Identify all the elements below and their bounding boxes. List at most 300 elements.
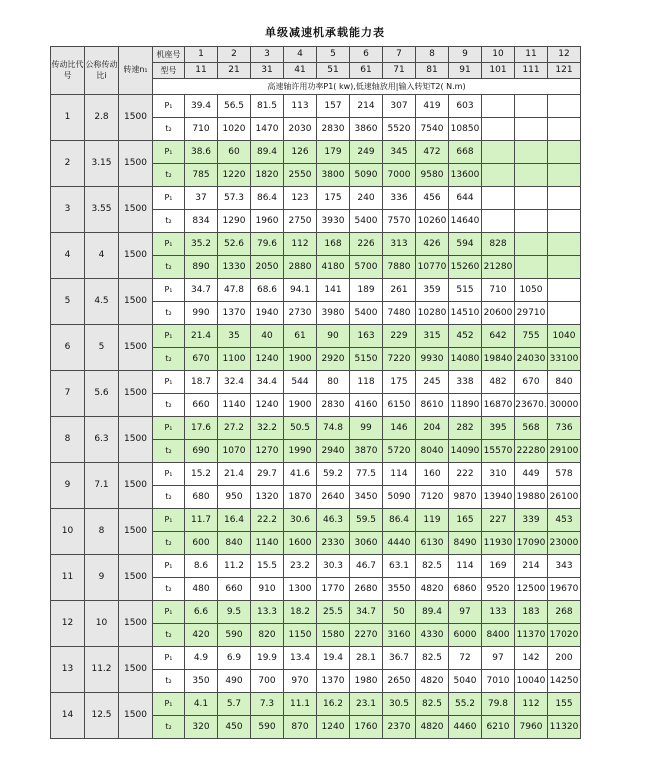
torque-value-cell: 5150 bbox=[350, 348, 383, 371]
ratio-code-cell: 6 bbox=[51, 325, 85, 371]
power-value-cell: 155 bbox=[548, 693, 581, 716]
frame-number: 7 bbox=[383, 47, 416, 63]
power-value-cell bbox=[482, 141, 515, 164]
torque-value-cell: 9930 bbox=[416, 348, 449, 371]
power-value-cell: 245 bbox=[416, 371, 449, 394]
power-symbol: P₁ bbox=[153, 187, 185, 210]
torque-value-cell: 24030 bbox=[515, 348, 548, 371]
torque-value-cell: 10040 bbox=[515, 670, 548, 693]
torque-value-cell: 700 bbox=[251, 670, 284, 693]
page-title: 单级减速机承载能力表 bbox=[265, 26, 385, 39]
torque-value-cell: 2030 bbox=[284, 118, 317, 141]
table-row bbox=[51, 233, 581, 256]
torque-value-cell bbox=[548, 302, 581, 325]
torque-value-cell: 10280 bbox=[416, 302, 449, 325]
ratio-code-cell: 3 bbox=[51, 187, 85, 233]
torque-value-cell: 23670. bbox=[515, 394, 548, 417]
header-frame-label: 机座号 bbox=[153, 47, 185, 63]
speed-cell: 1500 bbox=[119, 187, 153, 233]
torque-symbol: t₂ bbox=[153, 716, 185, 739]
torque-value-cell: 970 bbox=[284, 670, 317, 693]
torque-value-cell: 7220 bbox=[383, 348, 416, 371]
torque-value-cell: 4330 bbox=[416, 624, 449, 647]
power-value-cell: 8.6 bbox=[185, 555, 218, 578]
power-symbol: P₁ bbox=[153, 95, 185, 118]
torque-value-cell: 2940 bbox=[317, 440, 350, 463]
torque-value-cell: 1870 bbox=[284, 486, 317, 509]
torque-value-cell: 4820 bbox=[416, 578, 449, 601]
power-value-cell: 249 bbox=[350, 141, 383, 164]
speed-cell: 1500 bbox=[119, 647, 153, 693]
torque-value-cell: 1990 bbox=[284, 440, 317, 463]
torque-value-cell bbox=[515, 256, 548, 279]
torque-value-cell: 5720 bbox=[383, 440, 416, 463]
power-value-cell: 11.7 bbox=[185, 509, 218, 532]
torque-value-cell: 3060 bbox=[350, 532, 383, 555]
table-row bbox=[51, 141, 581, 164]
power-value-cell: 200 bbox=[548, 647, 581, 670]
torque-value-cell: 1600 bbox=[284, 532, 317, 555]
torque-value-cell: 1220 bbox=[218, 164, 251, 187]
power-value-cell: 603 bbox=[449, 95, 482, 118]
table-row bbox=[51, 601, 581, 624]
torque-value-cell: 2650 bbox=[383, 670, 416, 693]
power-value-cell: 183 bbox=[515, 601, 548, 624]
power-symbol: P₁ bbox=[153, 417, 185, 440]
model-number: 111 bbox=[515, 63, 548, 79]
power-value-cell: 112 bbox=[515, 693, 548, 716]
power-value-cell: 32.2 bbox=[251, 417, 284, 440]
power-value-cell: 338 bbox=[449, 371, 482, 394]
torque-value-cell: 11930 bbox=[482, 532, 515, 555]
table-row bbox=[51, 95, 581, 118]
torque-value-cell: 4160 bbox=[350, 394, 383, 417]
torque-value-cell: 5040 bbox=[449, 670, 482, 693]
torque-value-cell: 670 bbox=[185, 348, 218, 371]
power-value-cell: 168 bbox=[317, 233, 350, 256]
torque-value-cell: 7120 bbox=[416, 486, 449, 509]
torque-value-cell: 8400 bbox=[482, 624, 515, 647]
ratio-code-cell: 7 bbox=[51, 371, 85, 417]
power-value-cell: 114 bbox=[383, 463, 416, 486]
torque-value-cell: 1980 bbox=[350, 670, 383, 693]
power-value-cell: 47.8 bbox=[218, 279, 251, 302]
power-value-cell: 146 bbox=[383, 417, 416, 440]
table-row bbox=[51, 647, 581, 670]
torque-value-cell: 590 bbox=[251, 716, 284, 739]
torque-value-cell: 21280 bbox=[482, 256, 515, 279]
torque-value-cell: 4440 bbox=[383, 532, 416, 555]
torque-value-cell: 10770 bbox=[416, 256, 449, 279]
torque-value-cell bbox=[482, 118, 515, 141]
power-value-cell: 114 bbox=[449, 555, 482, 578]
power-value-cell: 25.5 bbox=[317, 601, 350, 624]
power-value-cell: 81.5 bbox=[251, 95, 284, 118]
torque-value-cell: 1900 bbox=[284, 348, 317, 371]
power-symbol: P₁ bbox=[153, 693, 185, 716]
table-row bbox=[51, 279, 581, 302]
power-value-cell: 27.2 bbox=[218, 417, 251, 440]
power-value-cell: 456 bbox=[416, 187, 449, 210]
torque-value-cell: 1370 bbox=[317, 670, 350, 693]
frame-number: 2 bbox=[218, 47, 251, 63]
model-number: 91 bbox=[449, 63, 482, 79]
frame-number: 9 bbox=[449, 47, 482, 63]
torque-value-cell bbox=[515, 210, 548, 233]
power-value-cell: 18.7 bbox=[185, 371, 218, 394]
torque-value-cell: 1370 bbox=[218, 302, 251, 325]
speed-cell: 1500 bbox=[119, 141, 153, 187]
torque-value-cell: 4820 bbox=[416, 716, 449, 739]
power-value-cell: 77.5 bbox=[350, 463, 383, 486]
torque-value-cell: 7880 bbox=[383, 256, 416, 279]
torque-value-cell: 23000 bbox=[548, 532, 581, 555]
torque-symbol: t₂ bbox=[153, 118, 185, 141]
power-value-cell: 37 bbox=[185, 187, 218, 210]
header-speed: 转速n₁ bbox=[119, 47, 153, 95]
power-value-cell: 169 bbox=[482, 555, 515, 578]
torque-value-cell: 2550 bbox=[284, 164, 317, 187]
torque-value-cell: 820 bbox=[251, 624, 284, 647]
torque-value-cell: 9870 bbox=[449, 486, 482, 509]
torque-value-cell: 3980 bbox=[317, 302, 350, 325]
torque-value-cell: 690 bbox=[185, 440, 218, 463]
torque-value-cell: 1290 bbox=[218, 210, 251, 233]
torque-value-cell: 16870 bbox=[482, 394, 515, 417]
power-value-cell: 343 bbox=[548, 555, 581, 578]
power-value-cell: 61 bbox=[284, 325, 317, 348]
power-symbol: P₁ bbox=[153, 647, 185, 670]
torque-value-cell: 15570 bbox=[482, 440, 515, 463]
power-value-cell: 126 bbox=[284, 141, 317, 164]
power-value-cell: 41.6 bbox=[284, 463, 317, 486]
torque-value-cell: 3550 bbox=[383, 578, 416, 601]
ratio-code-cell: 10 bbox=[51, 509, 85, 555]
model-number: 71 bbox=[383, 63, 416, 79]
torque-value-cell bbox=[548, 210, 581, 233]
model-number: 11 bbox=[185, 63, 218, 79]
torque-value-cell: 5090 bbox=[383, 486, 416, 509]
power-value-cell: 80 bbox=[317, 371, 350, 394]
torque-value-cell: 2370 bbox=[383, 716, 416, 739]
torque-value-cell: 3930 bbox=[317, 210, 350, 233]
torque-value-cell: 5400 bbox=[350, 302, 383, 325]
power-value-cell: 9.5 bbox=[218, 601, 251, 624]
power-symbol: P₁ bbox=[153, 601, 185, 624]
torque-value-cell: 1760 bbox=[350, 716, 383, 739]
power-value-cell: 63.1 bbox=[383, 555, 416, 578]
torque-value-cell: 14250 bbox=[548, 670, 581, 693]
torque-value-cell: 5700 bbox=[350, 256, 383, 279]
power-value-cell: 828 bbox=[482, 233, 515, 256]
ratio-code-cell: 5 bbox=[51, 279, 85, 325]
power-value-cell bbox=[548, 279, 581, 302]
torque-value-cell bbox=[482, 210, 515, 233]
power-value-cell: 268 bbox=[548, 601, 581, 624]
speed-cell: 1500 bbox=[119, 555, 153, 601]
torque-value-cell: 5520 bbox=[383, 118, 416, 141]
power-value-cell: 30.3 bbox=[317, 555, 350, 578]
ratio-cell: 3.55 bbox=[85, 187, 119, 233]
ratio-cell: 12.5 bbox=[85, 693, 119, 739]
power-value-cell: 23.1 bbox=[350, 693, 383, 716]
power-symbol: P₁ bbox=[153, 141, 185, 164]
power-value-cell bbox=[515, 141, 548, 164]
power-value-cell: 15.5 bbox=[251, 555, 284, 578]
power-value-cell: 46.7 bbox=[350, 555, 383, 578]
power-value-cell: 578 bbox=[548, 463, 581, 486]
torque-value-cell: 14090 bbox=[449, 440, 482, 463]
power-value-cell: 642 bbox=[482, 325, 515, 348]
power-value-cell: 39.4 bbox=[185, 95, 218, 118]
power-value-cell: 34.7 bbox=[185, 279, 218, 302]
torque-value-cell: 320 bbox=[185, 716, 218, 739]
power-value-cell: 160 bbox=[416, 463, 449, 486]
torque-value-cell: 480 bbox=[185, 578, 218, 601]
power-value-cell: 59.5 bbox=[350, 509, 383, 532]
model-number: 41 bbox=[284, 63, 317, 79]
torque-value-cell: 17090 bbox=[515, 532, 548, 555]
torque-value-cell: 600 bbox=[185, 532, 218, 555]
speed-cell: 1500 bbox=[119, 693, 153, 739]
power-symbol: P₁ bbox=[153, 279, 185, 302]
torque-symbol: t₂ bbox=[153, 486, 185, 509]
torque-value-cell: 1770 bbox=[317, 578, 350, 601]
torque-value-cell: 890 bbox=[185, 256, 218, 279]
torque-value-cell: 7960 bbox=[515, 716, 548, 739]
power-value-cell: 36.7 bbox=[383, 647, 416, 670]
power-value-cell: 840 bbox=[548, 371, 581, 394]
torque-value-cell bbox=[548, 164, 581, 187]
torque-symbol: t₂ bbox=[153, 164, 185, 187]
speed-cell: 1500 bbox=[119, 463, 153, 509]
frame-number: 8 bbox=[416, 47, 449, 63]
power-value-cell: 426 bbox=[416, 233, 449, 256]
power-value-cell: 179 bbox=[317, 141, 350, 164]
torque-value-cell: 9520 bbox=[482, 578, 515, 601]
torque-value-cell: 7540 bbox=[416, 118, 449, 141]
torque-value-cell: 11890 bbox=[449, 394, 482, 417]
power-value-cell: 482 bbox=[482, 371, 515, 394]
ratio-cell: 4 bbox=[85, 233, 119, 279]
power-value-cell: 79.8 bbox=[482, 693, 515, 716]
torque-value-cell: 20600 bbox=[482, 302, 515, 325]
power-value-cell: 56.5 bbox=[218, 95, 251, 118]
power-value-cell: 204 bbox=[416, 417, 449, 440]
power-value-cell: 313 bbox=[383, 233, 416, 256]
power-value-cell: 19.9 bbox=[251, 647, 284, 670]
torque-value-cell: 15260 bbox=[449, 256, 482, 279]
power-value-cell: 6.9 bbox=[218, 647, 251, 670]
torque-value-cell: 840 bbox=[218, 532, 251, 555]
power-value-cell: 21.4 bbox=[185, 325, 218, 348]
power-value-cell: 50.5 bbox=[284, 417, 317, 440]
power-value-cell: 89.4 bbox=[251, 141, 284, 164]
torque-value-cell: 5090 bbox=[350, 164, 383, 187]
power-value-cell: 165 bbox=[449, 509, 482, 532]
torque-value-cell: 1330 bbox=[218, 256, 251, 279]
power-value-cell bbox=[515, 187, 548, 210]
power-value-cell: 5.7 bbox=[218, 693, 251, 716]
torque-value-cell: 6860 bbox=[449, 578, 482, 601]
torque-value-cell: 1070 bbox=[218, 440, 251, 463]
power-value-cell: 141 bbox=[317, 279, 350, 302]
torque-value-cell bbox=[548, 256, 581, 279]
torque-value-cell: 33100 bbox=[548, 348, 581, 371]
torque-value-cell: 1960 bbox=[251, 210, 284, 233]
power-value-cell bbox=[548, 95, 581, 118]
power-value-cell: 38.6 bbox=[185, 141, 218, 164]
power-value-cell: 59.2 bbox=[317, 463, 350, 486]
power-value-cell: 175 bbox=[383, 371, 416, 394]
power-value-cell: 32.4 bbox=[218, 371, 251, 394]
power-symbol: P₁ bbox=[153, 509, 185, 532]
power-value-cell: 86.4 bbox=[383, 509, 416, 532]
torque-value-cell: 2270 bbox=[350, 624, 383, 647]
torque-symbol: t₂ bbox=[153, 210, 185, 233]
torque-value-cell: 3160 bbox=[383, 624, 416, 647]
ratio-cell: 5 bbox=[85, 325, 119, 371]
torque-value-cell: 29710 bbox=[515, 302, 548, 325]
power-value-cell: 94.1 bbox=[284, 279, 317, 302]
torque-value-cell: 11320 bbox=[548, 716, 581, 739]
power-value-cell: 28.1 bbox=[350, 647, 383, 670]
frame-number: 5 bbox=[317, 47, 350, 63]
torque-value-cell: 3450 bbox=[350, 486, 383, 509]
power-value-cell: 18.2 bbox=[284, 601, 317, 624]
power-value-cell: 6.6 bbox=[185, 601, 218, 624]
ratio-cell: 10 bbox=[85, 601, 119, 647]
torque-symbol: t₂ bbox=[153, 624, 185, 647]
power-value-cell bbox=[515, 233, 548, 256]
ratio-cell: 6.3 bbox=[85, 417, 119, 463]
power-value-cell: 40 bbox=[251, 325, 284, 348]
speed-cell: 1500 bbox=[119, 95, 153, 141]
torque-value-cell bbox=[548, 118, 581, 141]
model-number: 21 bbox=[218, 63, 251, 79]
torque-value-cell: 2680 bbox=[350, 578, 383, 601]
power-value-cell: 118 bbox=[350, 371, 383, 394]
torque-value-cell: 7570 bbox=[383, 210, 416, 233]
power-symbol: P₁ bbox=[153, 555, 185, 578]
power-value-cell: 336 bbox=[383, 187, 416, 210]
torque-value-cell: 450 bbox=[218, 716, 251, 739]
ratio-cell: 7.1 bbox=[85, 463, 119, 509]
capacity-table bbox=[50, 46, 581, 739]
power-value-cell: 1040 bbox=[548, 325, 581, 348]
ratio-code-cell: 12 bbox=[51, 601, 85, 647]
power-value-cell: 30.6 bbox=[284, 509, 317, 532]
table-body bbox=[51, 95, 581, 739]
power-value-cell: 74.8 bbox=[317, 417, 350, 440]
header-ratio: 公称传动比i bbox=[85, 47, 119, 95]
power-value-cell: 99 bbox=[350, 417, 383, 440]
torque-value-cell: 4820 bbox=[416, 670, 449, 693]
power-value-cell: 345 bbox=[383, 141, 416, 164]
power-value-cell: 214 bbox=[350, 95, 383, 118]
power-value-cell: 60 bbox=[218, 141, 251, 164]
torque-value-cell: 8490 bbox=[449, 532, 482, 555]
torque-symbol: t₂ bbox=[153, 256, 185, 279]
power-value-cell: 310 bbox=[482, 463, 515, 486]
power-value-cell: 157 bbox=[317, 95, 350, 118]
power-value-cell bbox=[548, 233, 581, 256]
model-number: 51 bbox=[317, 63, 350, 79]
power-value-cell: 82.5 bbox=[416, 555, 449, 578]
torque-value-cell: 3870 bbox=[350, 440, 383, 463]
power-symbol: P₁ bbox=[153, 233, 185, 256]
power-value-cell: 644 bbox=[449, 187, 482, 210]
torque-value-cell: 2750 bbox=[284, 210, 317, 233]
torque-value-cell: 660 bbox=[218, 578, 251, 601]
header-caption: 高速轴许用功率P1( kw),低速轴放用|输入转矩T2( N.m) bbox=[153, 79, 581, 95]
torque-value-cell: 4460 bbox=[449, 716, 482, 739]
table-row bbox=[51, 555, 581, 578]
power-value-cell: 13.4 bbox=[284, 647, 317, 670]
power-value-cell bbox=[482, 95, 515, 118]
torque-value-cell: 3860 bbox=[350, 118, 383, 141]
power-value-cell: 222 bbox=[449, 463, 482, 486]
frame-number: 12 bbox=[548, 47, 581, 63]
torque-value-cell: 19840 bbox=[482, 348, 515, 371]
power-value-cell: 472 bbox=[416, 141, 449, 164]
torque-value-cell: 22280 bbox=[515, 440, 548, 463]
power-value-cell: 13.3 bbox=[251, 601, 284, 624]
speed-cell: 1500 bbox=[119, 509, 153, 555]
ratio-cell: 2.8 bbox=[85, 95, 119, 141]
torque-value-cell: 26100 bbox=[548, 486, 581, 509]
power-value-cell: 214 bbox=[515, 555, 548, 578]
power-value-cell: 419 bbox=[416, 95, 449, 118]
frame-number: 11 bbox=[515, 47, 548, 63]
torque-value-cell: 19670 bbox=[548, 578, 581, 601]
ratio-code-cell: 2 bbox=[51, 141, 85, 187]
power-value-cell: 123 bbox=[284, 187, 317, 210]
power-value-cell: 282 bbox=[449, 417, 482, 440]
power-value-cell bbox=[515, 95, 548, 118]
power-value-cell: 1050 bbox=[515, 279, 548, 302]
power-value-cell: 7.3 bbox=[251, 693, 284, 716]
power-value-cell: 55.2 bbox=[449, 693, 482, 716]
torque-value-cell: 10850 bbox=[449, 118, 482, 141]
torque-value-cell: 710 bbox=[185, 118, 218, 141]
torque-value-cell: 1240 bbox=[251, 394, 284, 417]
power-value-cell: 68.6 bbox=[251, 279, 284, 302]
power-value-cell: 11.1 bbox=[284, 693, 317, 716]
power-value-cell: 22.2 bbox=[251, 509, 284, 532]
power-value-cell: 261 bbox=[383, 279, 416, 302]
torque-value-cell: 1140 bbox=[218, 394, 251, 417]
power-value-cell: 755 bbox=[515, 325, 548, 348]
power-value-cell: 112 bbox=[284, 233, 317, 256]
ratio-code-cell: 4 bbox=[51, 233, 85, 279]
torque-symbol: t₂ bbox=[153, 670, 185, 693]
torque-value-cell: 1140 bbox=[251, 532, 284, 555]
power-value-cell bbox=[548, 187, 581, 210]
table-row bbox=[51, 509, 581, 532]
torque-value-cell: 2830 bbox=[317, 118, 350, 141]
torque-value-cell: 1270 bbox=[251, 440, 284, 463]
torque-value-cell: 2330 bbox=[317, 532, 350, 555]
torque-value-cell: 7480 bbox=[383, 302, 416, 325]
torque-value-cell: 14080 bbox=[449, 348, 482, 371]
torque-value-cell: 2730 bbox=[284, 302, 317, 325]
torque-value-cell: 6130 bbox=[416, 532, 449, 555]
power-value-cell: 452 bbox=[449, 325, 482, 348]
torque-value-cell: 2880 bbox=[284, 256, 317, 279]
power-value-cell: 449 bbox=[515, 463, 548, 486]
frame-number: 10 bbox=[482, 47, 515, 63]
